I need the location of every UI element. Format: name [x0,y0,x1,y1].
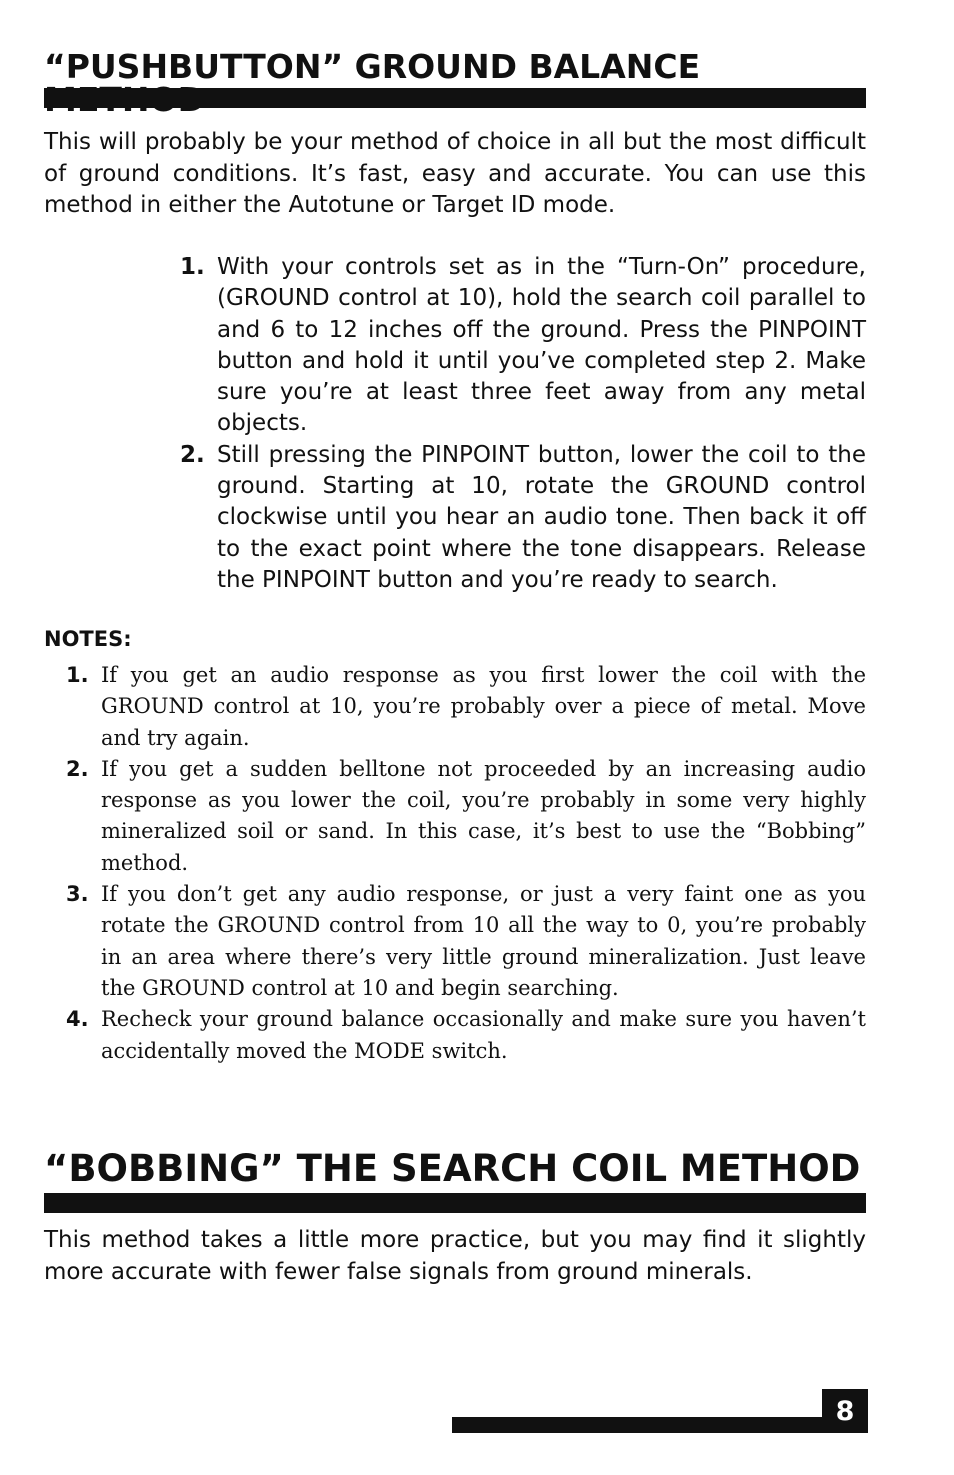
title-underline-bar [44,88,866,108]
note-item [66,879,866,1004]
section-title-pushbutton: “PUSHBUTTON” GROUND BALANCE [44,47,701,86]
note-number: 1. [66,663,89,687]
step-text: Still pressing the PINPOINT button, lower the coil to the ground. Starting at 10, rotate the GROUND control clockwise until you hear an audio tone. Then back it off to the exact point where the tone disappears. Release the PINPOINT button and you’re ready to search. [217,441,866,593]
procedure-step [180,440,866,596]
note-text: If you get an audio response as you first lower the coil with the GROUND control at 10, you’re probably over a piece of metal. Move and try again. [101,663,866,750]
note-text: Recheck your ground balance occasionally and make sure you haven’t accidentally moved the MODE switch. [101,1007,866,1063]
notes-heading: NOTES: [44,627,132,651]
note-number: 2. [66,756,89,781]
note-item [66,660,866,754]
note-item [66,754,866,879]
title-underline-bar [44,1193,866,1213]
procedure-steps [180,252,866,596]
step-number: 2. [180,441,205,468]
note-item [66,1004,866,1067]
note-text: If you don’t get any audio response, or just a very faint one as you rotate the GROUND control from 10 all the way to 0, you’re probably in an area where there’s very little ground mineralization. Just leave the GROUND control at 10 and begin searching. [101,882,866,1000]
intro-paragraph: This method takes a little more practice, but you may find it slightly more accurate with fewer false signals from ground minerals. [44,1227,866,1285]
intro-paragraph: This will probably be your method of choice in all but the most difficult of ground conditions. It’s fast, easy and accurate. You can use this method in either the Autotune or Target ID mode. [44,129,866,218]
step-text: With your controls set as in the “Turn-On” procedure, (GROUND control at 10), hold the search coil parallel to and 6 to 12 inches off the ground. Press the PINPOINT button and hold it until you’ve completed step 2. Make sure you’re at least three feet away from any metal objects. [217,254,866,437]
note-number: 3. [66,882,89,907]
step-number: 1. [180,254,205,280]
note-number: 4. [66,1007,89,1032]
section-title-bobbing: “BOBBING” THE SEARCH COIL METHOD [44,1147,861,1190]
procedure-step [180,252,866,440]
notes-list [66,660,866,1067]
page-number: 8 [822,1389,868,1433]
note-text: If you get a sudden belltone not proceeded by an increasing audio response as you lower the coil, you’re probably in some very highly mineralized soil or sand. In this case, it’s best to use the “Bobbing” method. [101,756,866,875]
footer-bar [452,1417,822,1433]
